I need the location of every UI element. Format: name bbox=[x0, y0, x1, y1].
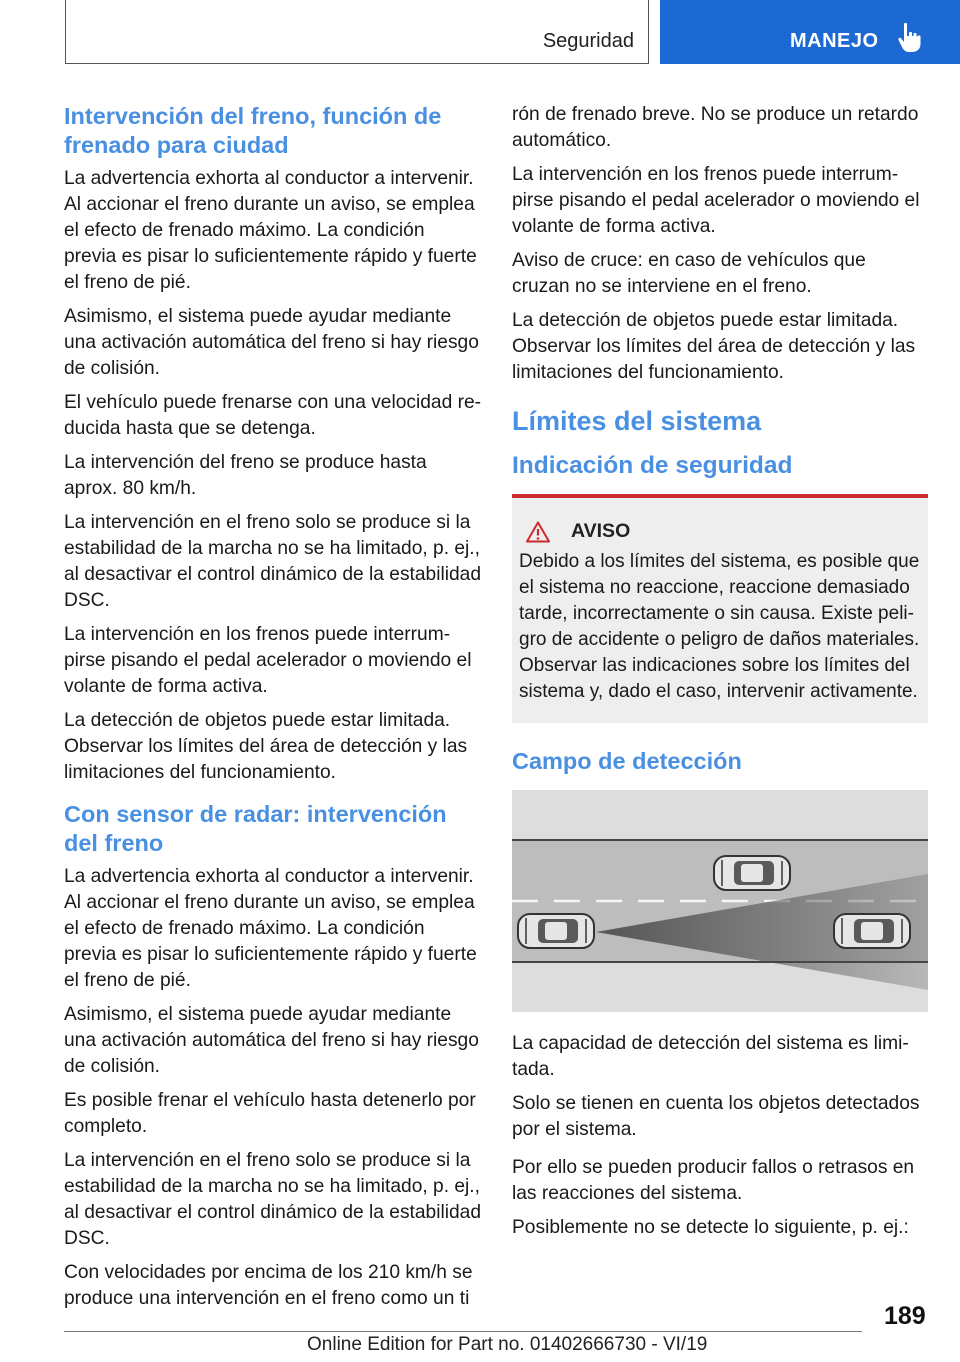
paragraph: La intervención en los frenos puede interrumpirse pisando el pedal acelerador o moviendo el volante de forma activa. bbox=[512, 164, 920, 237]
left-column bbox=[64, 102, 482, 1320]
paragraph: Por ello se pueden producir fallos o retrasos en las reacciones del sistema. bbox=[512, 1157, 915, 1204]
chapter-tab[interactable] bbox=[660, 0, 960, 64]
paragraph: La intervención en el freno solo se produce si la estabilidad de la marcha no se ha limitado, p. ej., al desactivar el control dinámico de la estabilidad DSC. bbox=[64, 1150, 482, 1249]
paragraph: Aviso de cruce: en caso de vehículos que cruzan no se interviene en el freno. bbox=[512, 250, 866, 297]
warning-label: AVISO bbox=[571, 520, 631, 542]
paragraph: El vehículo puede frenarse con una velocidad reducida hasta que se detenga. bbox=[64, 392, 482, 439]
paragraph: La advertencia exhorta al conductor a intervenir. Al accionar el freno durante un aviso, se emplea el efecto de frenado máximo. La condición previa es pisar lo suficientemente rápido y fuerte el freno de pié. bbox=[64, 168, 477, 293]
paragraph: La detección de objetos puede estar limitada. Observar los límites del área de detección y las limitaciones del funcionamiento. bbox=[512, 310, 916, 383]
paragraph: Con velocidades por encima de los 210 km/h se produce una intervención en el freno como un ti bbox=[64, 1262, 473, 1309]
edition-note: Online Edition for Part no. 01402666730 - VI/19 bbox=[307, 1334, 708, 1355]
warning-header bbox=[526, 520, 920, 543]
warning-box bbox=[512, 494, 928, 723]
paragraph: rón de frenado breve. No se produce un retardo automático. bbox=[512, 104, 919, 151]
paragraph: La advertencia exhorta al conductor a intervenir. Al accionar el freno durante un aviso, se emplea el efecto de frenado máximo. La condición previa es pisar lo suficientemente rápido y fuerte el freno de pié. bbox=[64, 866, 477, 991]
detection-field-illustration bbox=[512, 790, 928, 1012]
paragraph: Asimismo, el sistema puede ayudar mediante una activación automática del freno si hay riesgo de colisión. bbox=[64, 306, 479, 379]
page-number: 189 bbox=[884, 1302, 926, 1330]
heading-city-braking: Intervención del freno, función de frenado para ciudad bbox=[64, 103, 442, 158]
heading-system-limits: Límites del sistema bbox=[512, 406, 762, 436]
paragraph: La detección de objetos puede estar limitada. Observar los límites del área de detección y las limitaciones del funcionamiento. bbox=[64, 710, 468, 783]
paragraph: Solo se tienen en cuenta los objetos detectados por el sistema. bbox=[512, 1093, 920, 1140]
right-column bbox=[512, 102, 928, 1249]
hand-pointer-icon bbox=[896, 22, 924, 54]
heading-radar-braking: Con sensor de radar: intervención del freno bbox=[64, 801, 447, 856]
paragraph: Es posible frenar el vehículo hasta detenerlo por completo. bbox=[64, 1090, 476, 1137]
header-section-box bbox=[65, 0, 649, 64]
paragraph: La intervención del freno se produce hasta aprox. 80 km/h. bbox=[64, 452, 427, 499]
heading-safety-note: Indicación de seguridad bbox=[512, 452, 793, 479]
paragraph: Asimismo, el sistema puede ayudar mediante una activación automática del freno si hay riesgo de colisión. bbox=[64, 1004, 479, 1077]
paragraph: La intervención en el freno solo se produce si la estabilidad de la marcha no se ha limitado, p. ej., al desactivar el control dinámico de la estabilidad DSC. bbox=[64, 512, 482, 611]
footer-divider bbox=[64, 1331, 862, 1332]
paragraph: La capacidad de detección del sistema es limitada. bbox=[512, 1033, 909, 1080]
heading-detection-field: Campo de detección bbox=[512, 748, 742, 774]
chapter-tab-label: MANEJO bbox=[790, 30, 879, 52]
paragraph: Posiblemente no se detecte lo siguiente, p. ej.: bbox=[512, 1217, 909, 1238]
section-title: Seguridad bbox=[542, 30, 634, 52]
warning-triangle-icon bbox=[526, 521, 550, 543]
warning-text: Debido a los límites del sistema, es posible que el sistema no reaccione, reaccione demasiado tarde, incorrectamente o sin causa. Existe peligro de accidente o peligro de daños materiales. Observar las indicaciones sobre los límites del sistema y, dado el caso, intervenir activamente. bbox=[519, 551, 920, 702]
paragraph: La intervención en los frenos puede interrumpirse pisando el pedal acelerador o moviendo el volante de forma activa. bbox=[64, 624, 472, 697]
